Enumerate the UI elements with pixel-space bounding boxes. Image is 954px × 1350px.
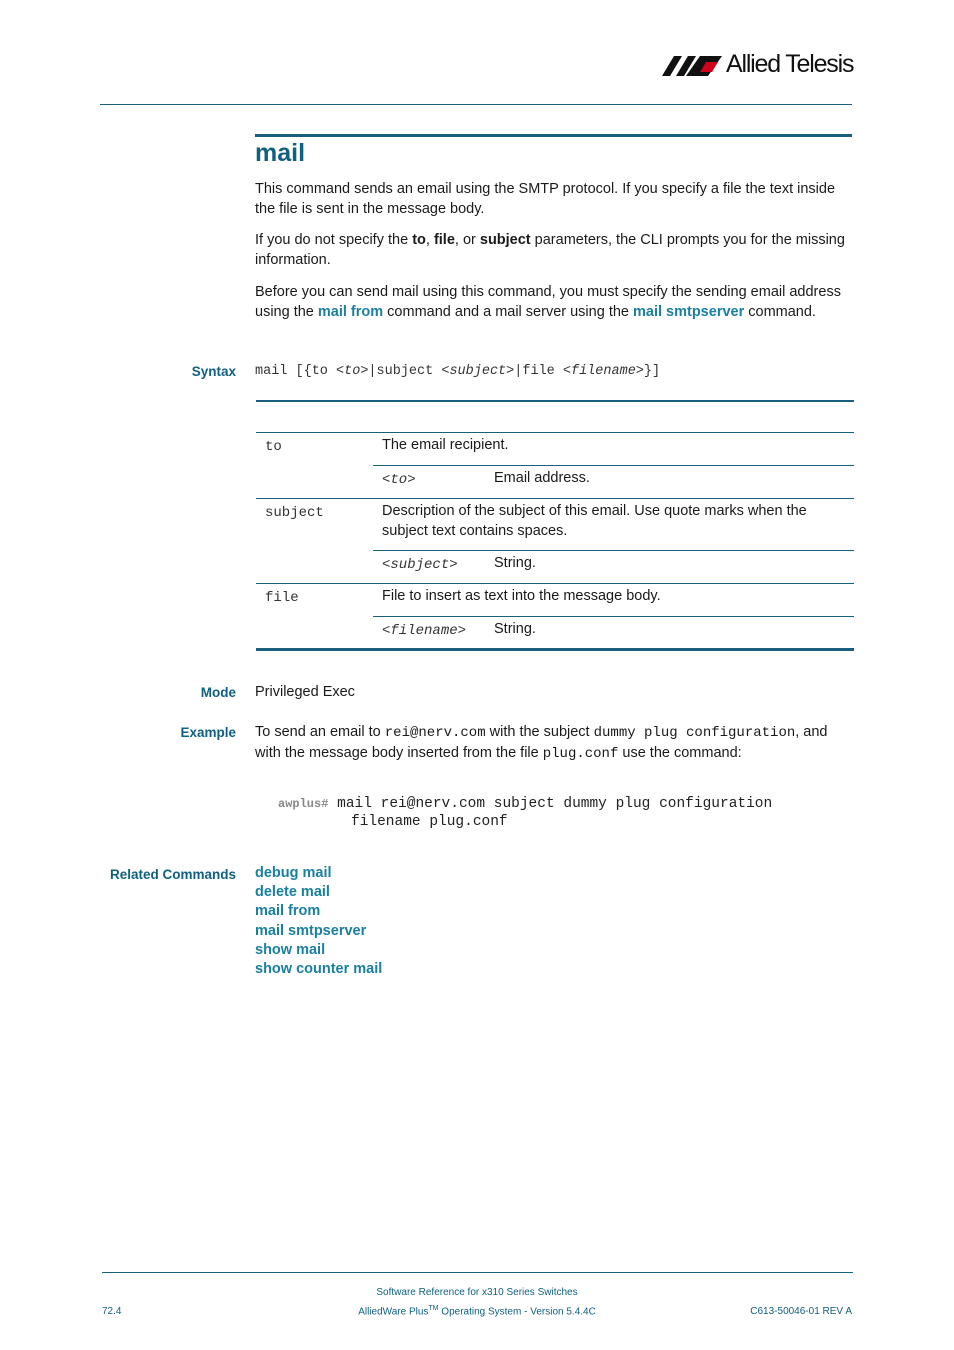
command-line-1 xyxy=(278,796,772,814)
related-link-delete-mail[interactable]: delete mail xyxy=(255,884,330,900)
trademark-mark: TM xyxy=(428,1305,439,1312)
table-row-rule xyxy=(256,583,854,584)
related-link-mail-from[interactable]: mail from xyxy=(255,903,321,919)
example-description xyxy=(255,723,853,764)
syntax-part: >|file < xyxy=(506,364,571,379)
sub-param-description: Email address. xyxy=(494,470,590,486)
sub-param-description: String. xyxy=(494,555,536,571)
sub-param-description: String. xyxy=(494,621,536,637)
table-row-rule xyxy=(373,616,854,617)
intro-paragraph-2 xyxy=(255,231,853,270)
example-code: rei@nerv.com xyxy=(384,725,486,741)
document-id: C613-50046-01 REV A xyxy=(750,1306,852,1317)
mail-smtpserver-link[interactable]: mail smtpserver xyxy=(633,303,745,320)
syntax-var: to xyxy=(344,364,361,379)
intro-p2-text: If you do not specify the xyxy=(255,232,413,248)
example-label: Example xyxy=(180,725,236,740)
intro-paragraph-1 xyxy=(255,180,853,219)
intro-p2-sep: , or xyxy=(454,232,480,248)
footer-product-name: AlliedWare Plus xyxy=(358,1306,429,1318)
command-line-2 xyxy=(278,814,772,832)
example-code: dummy plug configuration xyxy=(593,725,796,741)
brand-name: Allied Telesis xyxy=(726,50,854,78)
table-row-rule xyxy=(373,465,854,466)
example-text: use the command: xyxy=(618,744,742,761)
param-description: The email recipient. xyxy=(382,437,509,453)
cli-prompt: awplus# xyxy=(278,797,329,811)
mode-label: Mode xyxy=(200,685,236,700)
logo-mark-icon xyxy=(660,52,730,80)
footer-title: Software Reference for x310 Series Switches xyxy=(376,1287,578,1298)
param-description: File to insert as text into the message body. xyxy=(382,588,661,604)
syntax-part: mail [{to < xyxy=(255,364,345,379)
example-text: with the subject xyxy=(485,724,594,740)
table-bottom-rule xyxy=(256,648,854,651)
syntax-var: subject xyxy=(449,364,507,379)
syntax-part: >|subject < xyxy=(360,364,450,379)
mail-from-link[interactable]: mail from xyxy=(317,303,384,320)
footer-product xyxy=(300,1305,654,1317)
syntax-part: >}] xyxy=(635,364,661,379)
sub-param-name: <to> xyxy=(382,472,416,488)
example-command xyxy=(278,796,772,831)
intro-p2-sep: , xyxy=(425,232,434,248)
syntax-var: filename xyxy=(570,364,636,379)
param-subject-bold: subject xyxy=(479,232,531,248)
related-link-show-mail[interactable]: show mail xyxy=(255,942,326,958)
intro-p3-text: command and a mail server using the xyxy=(383,303,633,320)
header-rule xyxy=(100,104,852,105)
param-to-bold: to xyxy=(412,232,426,248)
related-link-mail-smtpserver[interactable]: mail smtpserver xyxy=(255,923,367,939)
command-text: mail rei@nerv.com subject dummy plug configuration xyxy=(337,796,773,812)
param-name: file xyxy=(265,590,299,606)
syntax-label: Syntax xyxy=(191,364,236,379)
intro-p1-text: This command sends an email using the SMTP protocol. If you specify a file the text inside the file is sent in the message body. xyxy=(255,181,836,217)
table-top-rule xyxy=(256,400,854,402)
sub-param-name: <subject> xyxy=(382,557,458,573)
intro-p3-text: command. xyxy=(744,303,816,320)
table-row-rule xyxy=(256,498,854,499)
syntax-line xyxy=(255,364,660,379)
footer-rule xyxy=(102,1272,853,1273)
allied-telesis-logo xyxy=(660,50,855,80)
command-text: filename plug.conf xyxy=(351,813,508,830)
param-file-bold: file xyxy=(433,232,455,248)
param-description: Description of the subject of this email. Use quote marks when the subject text contains spaces. xyxy=(382,503,807,539)
sub-param-name: <filename> xyxy=(382,623,467,639)
intro-paragraph-3 xyxy=(255,283,853,322)
related-commands-label: Related Commands xyxy=(109,867,236,882)
example-text: To send an email to xyxy=(255,724,385,740)
param-name: subject xyxy=(265,505,324,521)
param-name: to xyxy=(265,439,282,455)
mode-value: Privileged Exec xyxy=(255,684,355,700)
title-rule xyxy=(255,134,852,137)
page-number: 72.4 xyxy=(102,1306,122,1317)
related-link-show-counter-mail[interactable]: show counter mail xyxy=(255,961,383,977)
page-title: mail xyxy=(255,139,306,167)
footer-version: Operating System - Version 5.4.4C xyxy=(438,1306,596,1318)
example-text: , and with the message body inserted from the file xyxy=(255,724,828,761)
intro-p2-text: parameters, the CLI prompts you for the missing information. xyxy=(255,232,845,268)
example-code: plug.conf xyxy=(542,745,619,762)
intro-p3-text: Before you can send mail using this command, you must specify the sending email address using the xyxy=(255,284,841,320)
table-row-rule xyxy=(373,550,854,551)
related-link-debug-mail[interactable]: debug mail xyxy=(255,865,332,881)
table-header-rule xyxy=(256,432,854,433)
